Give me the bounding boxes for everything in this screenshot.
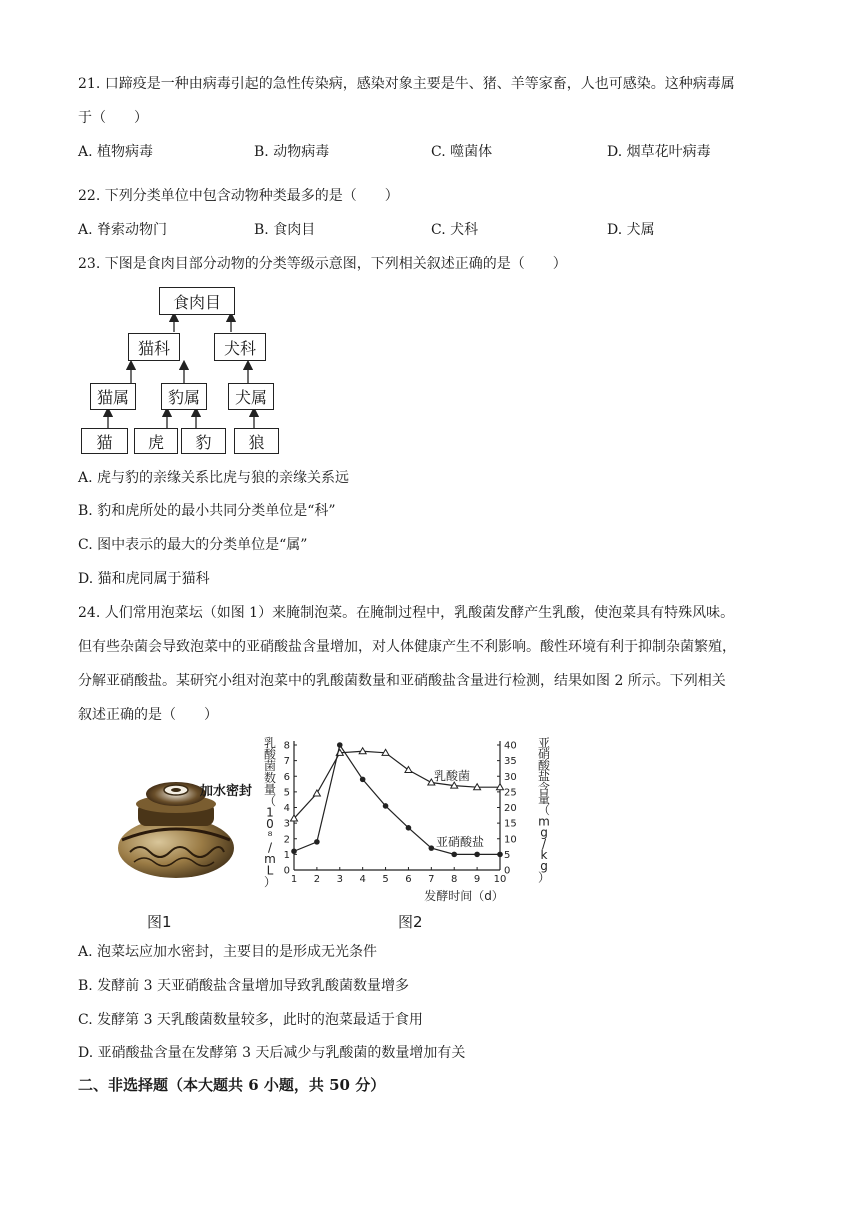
- q23-option-c[interactable]: C. 图中表示的最大的分类单位是“属”: [78, 537, 308, 553]
- y-left-axis-title-char: L: [266, 863, 274, 878]
- y-left-axis-title: [264, 736, 277, 889]
- q24-stem-line3: 分解亚硝酸盐。某研究小组对泡菜中的乳酸菌数量和亚硝酸盐含量进行检测，结果如图 2 所示。下列相关: [78, 673, 726, 689]
- y-right-axis-title-char: g: [540, 859, 548, 874]
- y-left-axis-title-char: 乳: [263, 736, 277, 750]
- y-left-tick-label: 5: [283, 787, 290, 799]
- classification-tree: [0, 0, 860, 460]
- y-left-axis-title-char: 数: [263, 770, 277, 785]
- y-right-tick-label: 20: [504, 803, 517, 814]
- data-point-circle: [429, 845, 435, 851]
- x-tick-label: 5: [382, 874, 389, 885]
- y-right-tick-label: 30: [504, 771, 517, 783]
- data-point-triangle: [313, 790, 320, 796]
- x-tick-label: 3: [336, 874, 343, 885]
- tree-order-box: 食肉目: [159, 287, 235, 315]
- figure2-chart: [258, 733, 558, 908]
- figure2-caption: 图2: [398, 913, 423, 931]
- y-right-axis-title-char: m: [538, 814, 550, 829]
- x-tick-label: 10: [493, 874, 507, 885]
- q21-option-c[interactable]: C. 噬菌体: [431, 144, 493, 160]
- q22-option-a[interactable]: A. 脊索动物门: [78, 222, 168, 238]
- series-label-lactic: 乳酸菌: [434, 769, 471, 783]
- y-right-tick-label: 0: [504, 865, 511, 877]
- q21-option-d[interactable]: D. 烟草花叶病毒: [607, 144, 711, 160]
- q24-option-a[interactable]: A. 泡菜坛应加水密封，主要目的是形成无光条件: [78, 944, 378, 960]
- q23-stem: 23. 下图是食肉目部分动物的分类等级示意图，下列相关叙述正确的是（ ）: [78, 256, 567, 272]
- q22-stem: 22. 下列分类单位中包含动物种类最多的是（ ）: [78, 188, 399, 204]
- data-point-triangle: [359, 748, 366, 754]
- y-right-axis-title-char: 酸: [537, 758, 551, 773]
- y-right-tick-label: 15: [504, 818, 517, 830]
- q24-option-c[interactable]: C. 发酵第 3 天乳酸菌数量较多，此时的泡菜最适于食用: [78, 1012, 423, 1028]
- q22-option-d[interactable]: D. 犬属: [607, 222, 655, 238]
- q24-stem-line4: 叙述正确的是（ ）: [78, 707, 218, 723]
- series-label-nitrite: 亚硝酸盐: [436, 835, 485, 849]
- data-point-circle: [474, 852, 480, 858]
- y-right-axis-title-char: 亚: [537, 736, 551, 750]
- y-left-axis-title-char: ）: [263, 875, 277, 890]
- data-point-circle: [497, 852, 503, 858]
- y-left-axis-title-char: （: [263, 794, 277, 808]
- y-left-axis-title-char: ⁸: [267, 828, 273, 843]
- y-left-tick-label: 6: [283, 771, 290, 783]
- q21-stem-line2: 于（ ）: [78, 110, 148, 126]
- data-point-circle: [406, 825, 412, 831]
- y-right-tick-label: 40: [504, 740, 517, 752]
- data-point-circle: [451, 852, 457, 858]
- pickle-jar-illustration: [108, 760, 268, 880]
- y-right-axis-title-char: 含: [537, 780, 551, 795]
- x-tick-label: 6: [405, 874, 412, 885]
- q21-stem-line1: 21. 口蹄疫是一种由病毒引起的急性传染病，感染对象主要是牛、猪、羊等家畜，人也可感染。这种病毒属: [78, 76, 735, 92]
- data-point-circle: [383, 803, 389, 809]
- y-right-axis-title: [538, 736, 551, 884]
- x-tick-label: 8: [451, 874, 458, 885]
- q24-option-d[interactable]: D. 亚硝酸盐含量在发酵第 3 天后减少与乳酸菌的数量增加有关: [78, 1045, 466, 1061]
- q23-option-a[interactable]: A. 虎与豹的亲缘关系比虎与狼的亲缘关系远: [78, 470, 350, 486]
- y-left-axis-title-char: 量: [263, 782, 277, 797]
- tree-species-cat: 猫: [81, 428, 128, 454]
- y-right-axis-title-char: g: [540, 825, 548, 840]
- q24-stem-line2: 但有些杂菌会导致泡菜中的亚硝酸盐含量增加，对人体健康产生不利影响。酸性环境有利于抑制杂菌繁殖，: [78, 639, 736, 655]
- q21-option-b[interactable]: B. 动物病毒: [254, 144, 330, 160]
- x-tick-label: 4: [359, 874, 366, 885]
- chart-svg: [258, 733, 558, 908]
- figure1-caption: 图1: [147, 913, 172, 931]
- figure1-label: 加水密封: [200, 784, 253, 799]
- x-tick-label: 7: [428, 874, 435, 885]
- y-left-axis-title-char: 0: [266, 817, 274, 832]
- y-right-tick-label: 25: [504, 787, 517, 799]
- data-point-circle: [291, 848, 297, 854]
- y-left-tick-label: 2: [283, 834, 290, 846]
- x-tick-label: 9: [473, 874, 481, 885]
- y-right-axis-title-char: ）: [537, 870, 551, 885]
- data-point-circle: [314, 839, 320, 845]
- tree-family-felidae: 猫科: [128, 333, 180, 361]
- q23-option-d[interactable]: D. 猫和虎同属于猫科: [78, 571, 210, 587]
- q22-option-b[interactable]: B. 食肉目: [254, 222, 316, 238]
- y-left-tick-label: 8: [283, 740, 290, 752]
- q21-option-a[interactable]: A. 植物病毒: [78, 144, 154, 160]
- q24-option-b[interactable]: B. 发酵前 3 天亚硝酸盐含量增加导致乳酸菌数量增多: [78, 978, 409, 994]
- x-tick-label: 1: [290, 874, 298, 885]
- q23-option-b[interactable]: B. 豹和虎所处的最小共同分类单位是“科”: [78, 503, 336, 519]
- q24-stem-line1: 24. 人们常用泡菜坛（如图 1）来腌制泡菜。在腌制过程中，乳酸菌发酵产生乳酸，使泡菜具有特殊风味。: [78, 605, 735, 621]
- tree-species-tiger: 虎: [134, 428, 178, 454]
- y-right-axis-title-char: 量: [537, 792, 551, 806]
- y-left-axis-title-char: /: [267, 840, 273, 855]
- figure1-pickle-jar: [108, 760, 268, 880]
- y-left-axis-title-char: 1: [266, 805, 274, 820]
- x-tick-label: 2: [313, 874, 321, 885]
- y-right-tick-label: 35: [504, 756, 517, 768]
- y-right-axis-title-char: （: [537, 803, 551, 818]
- tree-species-leopard: 豹: [181, 428, 226, 454]
- y-left-tick-label: 4: [283, 803, 290, 814]
- y-right-tick-label: 10: [504, 834, 517, 846]
- tree-genus-panthera: 豹属: [161, 383, 207, 410]
- y-right-axis-title-char: 硝: [537, 747, 551, 762]
- data-point-circle: [360, 777, 366, 783]
- tree-species-wolf: 狼: [234, 428, 279, 454]
- y-left-axis-title-char: 酸: [263, 747, 277, 762]
- x-axis-title: 发酵时间（d）: [424, 889, 504, 903]
- y-right-tick-label: 5: [504, 849, 511, 861]
- y-left-tick-label: 0: [283, 865, 290, 877]
- data-point-triangle: [405, 767, 412, 773]
- y-right-axis-title-char: /: [541, 836, 547, 851]
- y-right-axis-title-char: 盐: [537, 769, 551, 784]
- tree-family-canidae: 犬科: [214, 333, 266, 361]
- q22-option-c[interactable]: C. 犬科: [431, 222, 479, 238]
- y-left-axis-title-char: 菌: [263, 759, 277, 774]
- y-left-tick-label: 7: [283, 756, 290, 768]
- y-left-tick-label: 1: [283, 849, 290, 861]
- tree-genus-felis: 猫属: [90, 383, 136, 410]
- y-left-axis-title-char: m: [264, 852, 276, 866]
- y-left-tick-label: 3: [283, 818, 290, 830]
- tree-genus-canis: 犬属: [228, 383, 274, 410]
- data-point-circle: [337, 742, 343, 748]
- section-heading: 二、非选择题（本大题共 6 小题，共 50 分）: [78, 1076, 386, 1094]
- y-right-axis-title-char: k: [540, 848, 548, 862]
